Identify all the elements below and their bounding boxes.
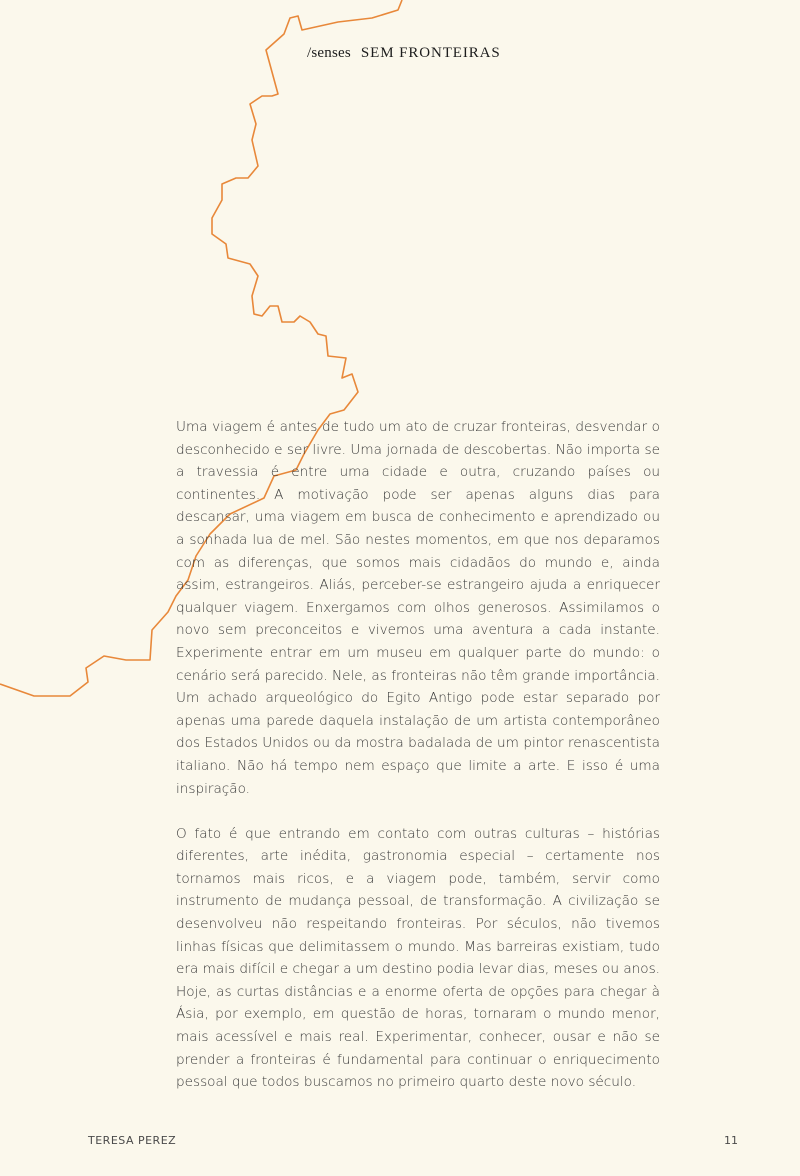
footer-author: TERESA PEREZ	[88, 1134, 177, 1147]
article-title: SEM FRONTEIRAS	[360, 45, 501, 61]
section-label: /senses	[307, 45, 351, 61]
page-header	[307, 44, 501, 62]
paragraph: O fato é que entrando em contato com outras culturas – histórias diferentes, arte inédita, gastronomia especial – certamente nos tornamos mais ricos, e a viagem pode, também, servir como instrumento de mudança pessoal, de transformação. A civilização se desenvolveu não respeitando fronteiras. Por séculos, não tivemos linhas físicas que delimitassem o mundo. Mas barreiras existiam, tudo era mais difícil e chegar a um destino podia levar dias, meses ou anos. Hoje, as curtas distâncias e a enorme oferta de opções para chegar à Ásia, por exemplo, em questão de horas, tornaram o mundo menor, mais acessível e mais real. Experimentar, conhecer, ousar e não se prender a fronteiras é fundamental para continuar o enriquecimento pessoal que todos buscamos no primeiro quarto deste novo século.	[176, 825, 660, 1091]
page-number: 11	[724, 1134, 738, 1147]
article-body	[176, 416, 660, 1094]
paragraph: Uma viagem é antes de tudo um ato de cruzar fronteiras, desvendar o desconhecido e ser livre. Uma jornada de descobertas. Não importa se a travessia é entre uma cidade e outra, cruzando países ou continentes. A motivação pode ser apenas alguns dias para descansar, uma viagem em busca de conhecimento e aprendizado ou a sonhada lua de mel. São nestes momentos, em que nos deparamos com as diferenças, que somos mais cidadãos do mundo e, ainda assim, estrangeiros. Aliás, perceber-se estrangeiro ajuda a enriquecer qualquer viagem. Enxergamos com olhos generosos. Assimilamos o novo sem preconceitos e vivemos uma aventura a cada instante. Experimente entrar em um museu em qualquer parte do mundo: o cenário será parecido. Nele, as fronteiras não têm grande importância. Um achado arqueológico do Egito Antigo pode estar separado por apenas uma parede daquela instalação de um artista contemporâneo dos Estados Unidos ou da mostra badalada de um pintor renascentista italiano. Não há tempo nem espaço que limite a arte. E isso é uma inspiração.	[176, 419, 660, 797]
